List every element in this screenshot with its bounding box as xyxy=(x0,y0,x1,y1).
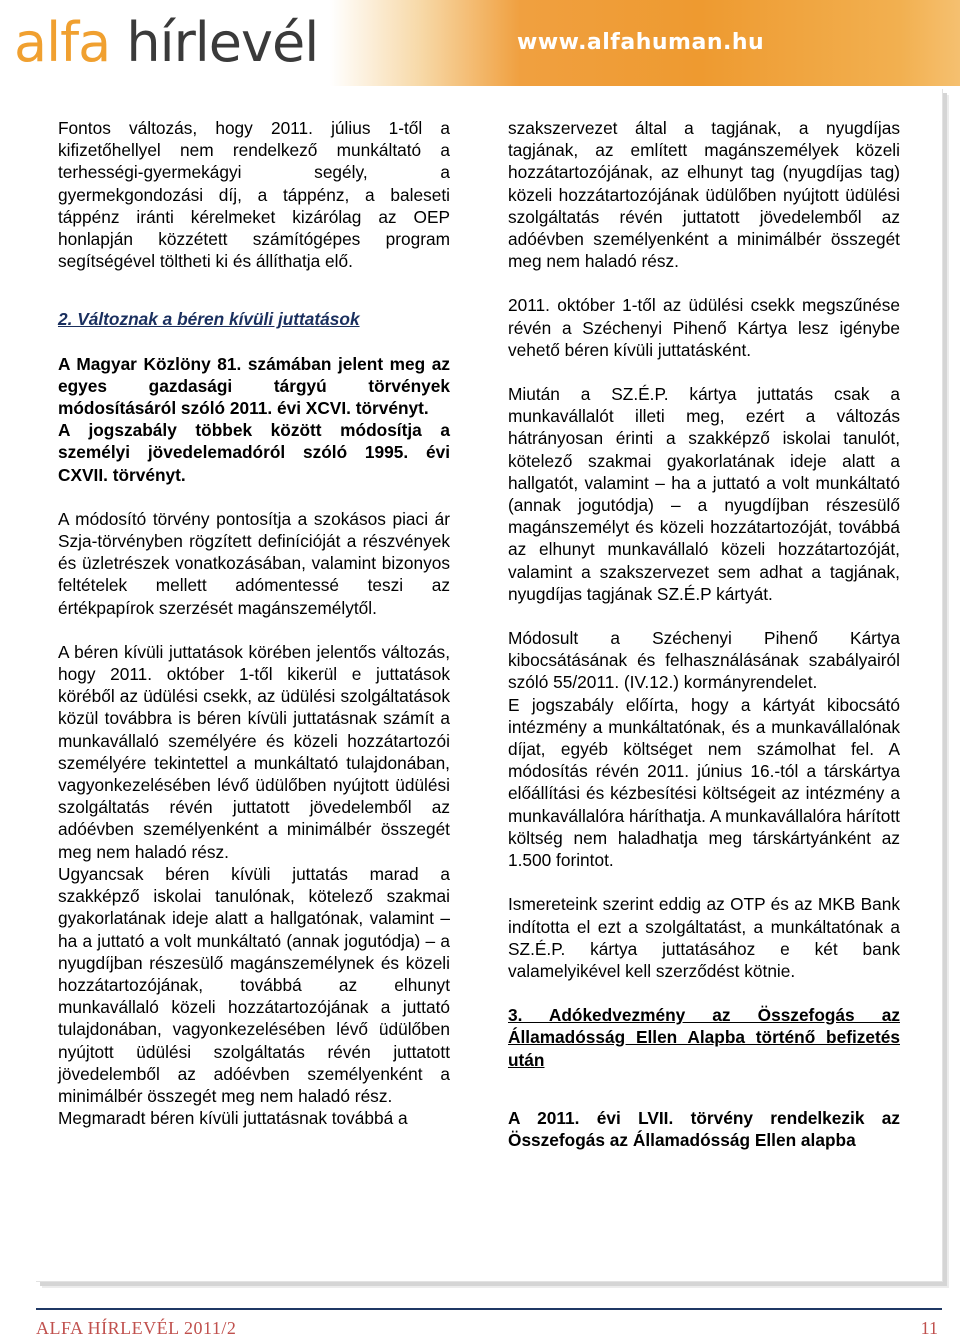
paragraph: A módosító törvény pontosítja a szokásos piaci ár Szja-törvényben rögzített definícióját a részvények és üzletrészek vonatkozásában, valamint bizonyos feltételek mellett adómentessé teszi az értékpapírok szerzését magánszemélytől. xyxy=(58,508,450,618)
section-heading-2: 2. Változnak a béren kívüli juttatások xyxy=(58,309,360,330)
paragraph: Fontos változás, hogy 2011. július 1-től a kifizetőhellyel nem rendelkező munkáltató a terhességi-gyermekágyi segély, a gyermekgondozási díj, a táppénz, a baleseti táppénz iránti kérelmeket kizárólag az OEP honlapján közzétett számítógépes program segítségével töltheti ki és állíthatja elő. xyxy=(58,118,450,272)
bold-paragraph: A Magyar Közlöny 81. számában jelent meg az egyes gazdasági tárgyú törvények módosításáról szóló 2011. évi XCVI. törvényt. xyxy=(58,353,450,419)
bold-paragraph: A jogszabály többek között módosítja a személyi jövedelemadóról szóló 1995. évi CXVII. törvényt. xyxy=(58,420,450,485)
paragraph: Ismereteink szerint eddig az OTP és az MKB Bank indította el ezt a szolgáltatást, a munkáltatónak a SZ.É.P. kártya juttatásához e két bank valamelyikével kell szerződést kötnie. xyxy=(508,894,900,981)
section-heading-3: 3. Adókedvezmény az Összefogás az Államadósság Ellen Alapba történő befizetés után xyxy=(508,1005,900,1070)
logo xyxy=(14,8,318,78)
paragraph: szakszervezet által a tagjának, a nyugdíjas tagjának, az említett magánszemélyek közeli hozzátartozójának, az elhunyt tag (nyugdíjas tag) közeli hozzátartozójának üdülőben nyújtott üdülési szolgáltatás révén juttatott jövedelemből az adóévben személyenként a minimálbér összegét meg nem haladó rész. xyxy=(508,118,900,272)
paragraph: A béren kívüli juttatások körében jelentős változás, hogy 2011. október 1-től kikerül e juttatások köréből az üdülési csekk, az üdülési szolgáltatások közül továbbra is béren kívüli juttatásnak számít a munkavállaló személyére és közeli hozzátartozói személyére tekintettel a munkáltató tulajdonában, vagyonkezelésében lévő üdülőben nyújtott üdülési szolgáltatás révén juttatott jövedelemből az adóévben személyenként a minimálbér összegét meg nem haladó rész. xyxy=(58,641,450,862)
header-banner xyxy=(0,0,960,86)
paragraph: Megmaradt béren kívüli juttatásnak továbbá a xyxy=(58,1108,408,1129)
logo-hirlevel: hírlevél xyxy=(110,11,319,74)
paragraph: E jogszabály előírta, hogy a kártyát kibocsátó intézmény a munkáltatónak, és a munkavállalónak díjat, egyéb költséget nem számolhat fel. A módosítás révén 2011. június 16.-tól a társkártya előállítási és kézbesítési költségeit az intézmény a munkavállalóra háríthatja. A munkavállalóra hárított költség nem haladhatja meg társkártyánként az 1.500 forintot. xyxy=(508,694,900,871)
paragraph: Ugyancsak béren kívüli juttatás marad a szakképző iskolai tanulónak, kötelező szakmai gyakorlatának ideje alatt a hallgatónak, valamint – ha a juttató a volt munkáltató (annak jogutódja) – a nyugdíjban részesülő magánszemélynek és közeli hozzátartozójának, továbbá az elhunyt munkavállaló közeli hozzátartozójának a juttató tulajdonában, vagyonkezelésében lévő üdülőben nyújtott üdülési szolgáltatás révén juttatott jövedelemből az adóévben személyenként a minimálbér összegét meg nem haladó rész. xyxy=(58,863,450,1106)
paragraph: Módosult a Széchenyi Pihenő Kártya kibocsátásának és felhasználásának szabályairól szóló 55/2011. (IV.12.) kormányrendelet. xyxy=(508,628,900,693)
logo-alfa: alfa xyxy=(14,11,111,74)
left-column xyxy=(58,117,450,1129)
footer-rule xyxy=(36,1308,942,1310)
bold-paragraph: A 2011. évi LVII. törvény rendelkezik az Összefogás az Államadósság Ellen alapba xyxy=(508,1107,900,1150)
page-number: 11 xyxy=(920,1318,938,1338)
paragraph: Miután a SZ.É.P. kártya juttatás csak a munkavállalót illeti meg, ezért a változás hátrányosan érinti a szakképző iskolai tanulót, kötelező szakmai gyakorlatának ideje alatt a hallgatót, valamint – ha a juttató a volt munkáltató (annak jogutódja) – a nyugdíjban részesülő magánszemélyt és közeli hozzátartozóját, továbbá az elhunyt munkavállaló közeli hozzátartozóját, valamint a szakszervezet sem adhat a tagjának, nyugdíjas tagjának SZ.É.P kártyát. xyxy=(508,384,900,604)
footer-title: ALFA HÍRLEVÉL 2011/2 xyxy=(36,1318,237,1338)
website-url[interactable]: www.alfahuman.hu xyxy=(517,30,765,55)
right-column xyxy=(508,117,900,1151)
paragraph: 2011. október 1-től az üdülési csekk megszűnése révén a Széchenyi Pihenő Kártya lesz igénybe vehető béren kívüli juttatásként. xyxy=(508,295,900,360)
